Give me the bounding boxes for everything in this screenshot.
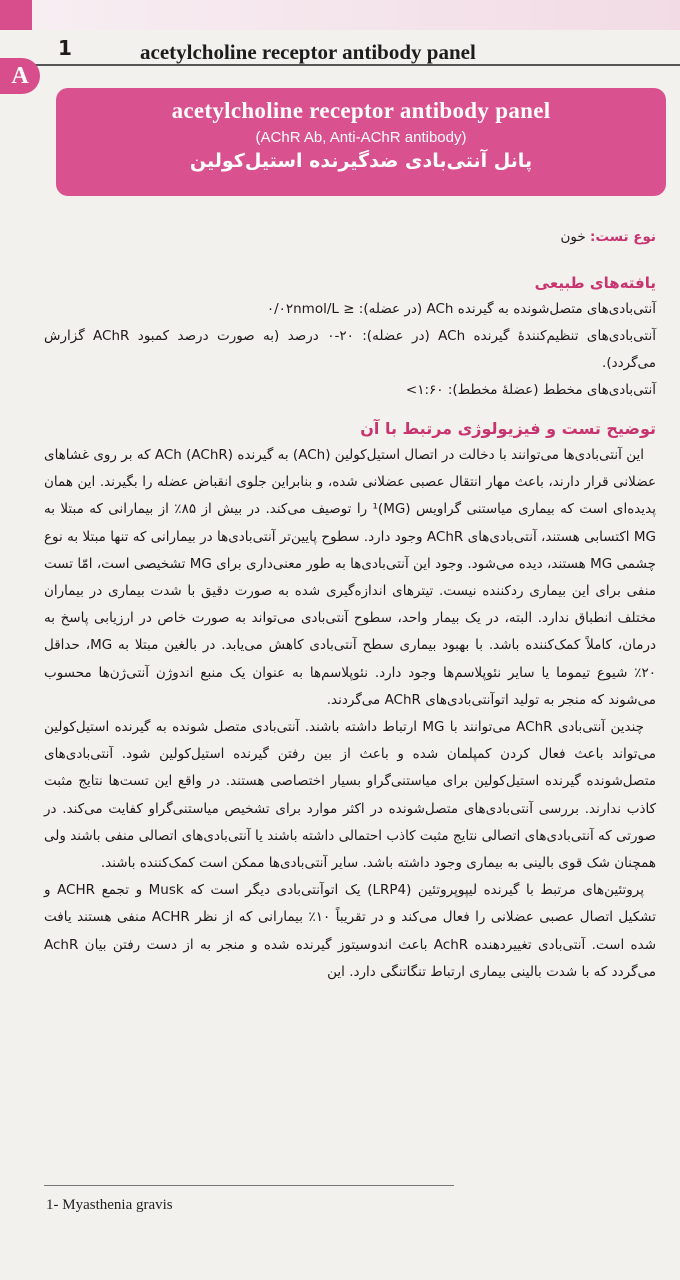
footnote-rule [44, 1185, 454, 1186]
title-english: acetylcholine receptor antibody panel [171, 98, 551, 123]
explanation-heading: توضیح تست و فیزیولوژی مرتبط با آن [360, 419, 656, 438]
page-header [0, 34, 680, 64]
article-body [44, 214, 656, 986]
normal-finding-line: آنتی‌بادی‌های متصل‌شونده به گیرنده ACh (در عضله): ≤ ۰/۰۲nmol/L [266, 301, 656, 317]
normal-finding-line: آنتی‌بادی‌های تنظیم‌کنندهٔ گیرنده ACh (در عضله): ۲۰-۰ درصد (به صورت درصد کمبود AChR گزارش می‌گردد). [44, 328, 656, 371]
header-rule [10, 64, 680, 66]
running-title: acetylcholine receptor antibody panel [140, 40, 476, 64]
title-abbreviations: (AChR Ab, Anti-AChR antibody) [255, 129, 467, 146]
top-color-tab [0, 0, 32, 30]
explanation-paragraph: پروتئین‌های مرتبط با گیرنده لیپوپروتئین (LRP4) یک اتوآنتی‌بادی دیگر است که Musk و تجمع ACHR و تشکیل اتصال عصبی عضلانی را فعال می‌کند و در تقریباً ۱۰٪ بیمارانی که از نظر ACHR منفی هستند یافت شده است. آنتی‌بادی تغییردهنده AchR باعث اندوسیتوز گیرنده شده و منجر به از دست رفتن بیان AchR می‌گردد که با شدت بالینی بیماری ارتباط تنگاتنگی دارد. این [44, 882, 657, 980]
explanation-paragraph: چندین آنتی‌بادی AChR می‌توانند با MG ارتباط داشته باشند. آنتی‌بادی متصل شونده به گیرنده استیل‌کولین می‌تواند باعث فعال کردن کمپلمان شده و باعث از بین رفتن گیرنده استیل‌کولین شود. آنتی‌بادی‌های متصل‌شونده گیرنده استیل‌کولین برای میاستنی‌گراو بسیار اختصاصی هستند. در واقع این تست‌ها نتایج مثبت کاذب ندارند. بررسی آنتی‌بادی‌های متصل‌شونده در اکثر موارد برای تشخیص میاستنی‌گراو کفایت می‌کند. در صورتی که آنتی‌بادی‌های اتصالی نتایج مثبت کاذب احتمالی داشته باشند یا آنتی‌بادی‌های اتصالی منفی باشند ولی همچنان شک قوی بالینی به بیماری وجود داشته باشد. سایر آنتی‌بادی‌ها ممکن است کمک‌کننده باشند. [44, 719, 656, 872]
top-color-band [32, 0, 680, 30]
title-box [56, 88, 666, 196]
test-type [44, 224, 656, 250]
page-number: 1 [58, 36, 72, 60]
footnote: 1- Myasthenia gravis [46, 1197, 173, 1213]
test-type-label: نوع تست: [590, 229, 656, 245]
section-letter-tab: A [0, 58, 40, 94]
normal-finding-line: آنتی‌بادی‌های مخطط (عضلهٔ مخطط): ۱:۶۰> [405, 382, 656, 398]
normal-findings-heading: یافته‌های طبیعی [534, 274, 656, 292]
title-persian: پانل آنتی‌بادی ضدگیرنده استیل‌کولین [189, 150, 533, 172]
test-type-value: خون [560, 229, 586, 245]
explanation-paragraph: این آنتی‌بادی‌ها می‌توانند با دخالت در اتصال استیل‌کولین (ACh) به گیرنده ACh (AChR) که بر روی غشاهای عضلانی قرار دارند، باعث مهار انتقال عصبی عضلانی شده، و بنابراین جلوی انقباض عضله را بگیرند. این همان پدیده‌ای است که بیماری میاستنی گراویس (MG)¹ را توصیف می‌کند. در بیش از ۸۵٪ از بیمارانی که مبتلا به MG اکتسابی هستند، آنتی‌بادی‌های AChR وجود دارد. سطوح پایین‌تر آنتی‌بادی‌ها در بیمارانی که تنها مبتلا به نوع چشمی MG هستند، دیده می‌شود. وجود این آنتی‌بادی‌ها به طور معنی‌داری برای MG تشخیصی است، امّا تست منفی برای این بیماری ردکننده نیست. تیترهای اندازه‌گیری شده به صورت دقیق با شدت بیماری در بیماران مختلف انطباق ندارد. البته، در یک بیمار واحد، سطوح آنتی‌بادی می‌تواند به صورت خاص در ارزیابی پاسخ به درمان، کاملاً کمک‌کننده باشد. با بهبود بیماری سطح آنتی‌بادی کاهش می‌یابد. در بالغین مبتلا به MG، حداقل ۲۰٪ شیوع تیموما یا سایر نئوپلاسم‌ها وجود دارد. نئوپلاسم‌ها به عنوان یک منبع اندوژن آنتی‌ژن‌ها محسوب می‌شوند که منجر به تولید اتوآنتی‌بادی‌های AChR می‌گردند. [44, 447, 657, 708]
